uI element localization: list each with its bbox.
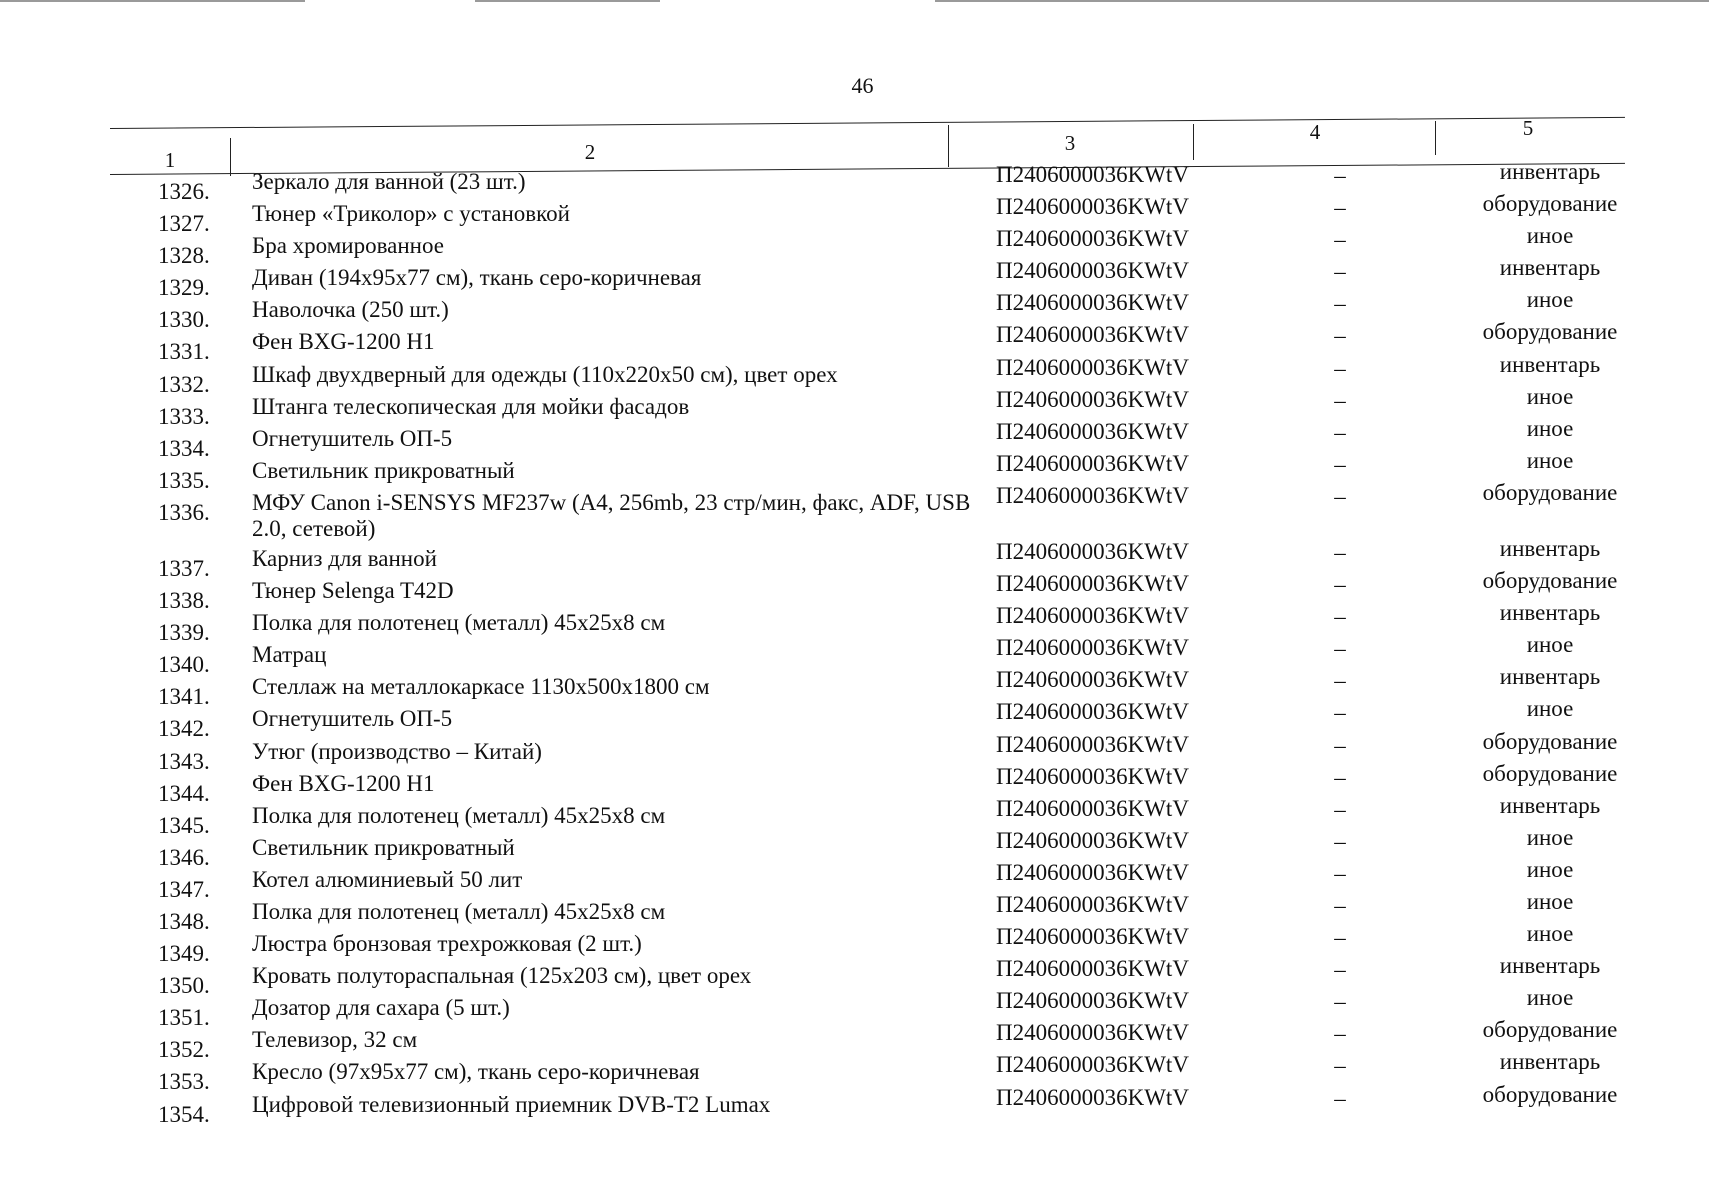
item-code: П2406000036KWtV: [996, 450, 1189, 476]
item-category: оборудование: [1482, 479, 1618, 505]
item-name: Наволочка (250 шт.): [252, 297, 449, 323]
row-number: 1331.: [158, 339, 210, 365]
item-code: П2406000036KWtV: [996, 988, 1189, 1014]
item-category: оборудование: [1482, 191, 1618, 217]
item-code: П2406000036KWtV: [996, 226, 1189, 252]
column-4-value: –: [1334, 604, 1346, 630]
item-name: Светильник прикроватный: [252, 457, 515, 483]
row-number: 1350.: [158, 973, 210, 999]
item-category: оборудование: [1482, 760, 1618, 786]
row-number: 1348.: [158, 908, 210, 934]
item-name: Диван (194x95x77 см), ткань серо-коричневая: [252, 265, 702, 291]
item-code: П2406000036KWtV: [996, 1084, 1189, 1110]
header-divider: [1435, 121, 1436, 155]
header-divider: [948, 125, 949, 167]
column-4-value: –: [1334, 355, 1346, 381]
column-4-value: –: [1334, 1053, 1346, 1079]
item-name: Бра хромированное: [252, 233, 444, 259]
row-number: 1339.: [158, 620, 210, 646]
item-category: инвентарь: [1499, 351, 1601, 377]
column-header-2: 2: [584, 140, 596, 164]
row-number: 1341.: [158, 684, 210, 710]
item-category: иное: [1526, 696, 1574, 722]
item-category: иное: [1526, 415, 1574, 441]
item-name: Огнетушитель ОП-5: [252, 425, 453, 451]
row-number: 1342.: [158, 716, 210, 742]
item-code: П2406000036KWtV: [996, 795, 1189, 821]
header-divider: [1193, 124, 1194, 160]
row-number: 1351.: [158, 1005, 210, 1031]
item-category: инвентарь: [1499, 600, 1601, 626]
item-name: Кровать полутораспальная (125x203 см), цвет орех: [252, 963, 752, 989]
column-4-value: –: [1334, 387, 1346, 413]
item-name: Полка для полотенец (металл) 45x25x8 см: [252, 802, 666, 828]
item-category: иное: [1526, 824, 1574, 850]
item-name: Матрац: [252, 642, 327, 668]
item-category: иное: [1526, 383, 1574, 409]
column-4-value: –: [1334, 291, 1346, 317]
item-code: П2406000036KWtV: [996, 290, 1189, 316]
column-4-value: –: [1334, 925, 1346, 951]
item-name: Полка для полотенец (металл) 45x25x8 см: [252, 610, 666, 636]
column-4-value: –: [1334, 828, 1346, 854]
column-header-1: 1: [164, 148, 176, 172]
column-4-value: –: [1334, 892, 1346, 918]
item-code: П2406000036KWtV: [996, 571, 1189, 597]
column-header-5: 5: [1522, 116, 1534, 140]
row-number: 1352.: [158, 1037, 210, 1063]
item-category: оборудование: [1482, 319, 1618, 345]
item-category: иное: [1526, 223, 1574, 249]
item-category: инвентарь: [1499, 1049, 1601, 1075]
row-number: 1340.: [158, 652, 210, 678]
item-name: Тюнер «Триколор» с установкой: [252, 201, 570, 227]
item-name: МФУ Canon i-SENSYS MF237w (A4, 256mb, 23 стр/мин, факс, ADF, USB 2.0, сетевой): [252, 489, 971, 541]
row-number: 1338.: [158, 588, 210, 614]
item-name: Штанга телескопическая для мойки фасадов: [252, 393, 690, 419]
column-header-3: 3: [1064, 131, 1076, 155]
header-top-border: [110, 117, 1625, 129]
item-code: П2406000036KWtV: [996, 635, 1189, 661]
column-header-4: 4: [1309, 120, 1321, 144]
item-code: П2406000036KWtV: [996, 859, 1189, 885]
column-4-value: –: [1334, 796, 1346, 822]
item-category: иное: [1526, 888, 1574, 914]
item-code: П2406000036KWtV: [996, 322, 1189, 348]
item-code: П2406000036KWtV: [996, 603, 1189, 629]
item-category: иное: [1526, 287, 1574, 313]
item-name: Цифровой телевизионный приемник DVB-T2 Lumax: [252, 1091, 771, 1117]
row-number: 1337.: [158, 555, 210, 581]
row-number: 1349.: [158, 941, 210, 967]
row-number: 1329.: [158, 275, 210, 301]
item-code: П2406000036KWtV: [996, 891, 1189, 917]
item-code: П2406000036KWtV: [996, 731, 1189, 757]
column-4-value: –: [1334, 227, 1346, 253]
item-code: П2406000036KWtV: [996, 1052, 1189, 1078]
item-code: П2406000036KWtV: [996, 763, 1189, 789]
row-number: 1344.: [158, 780, 210, 806]
item-code: П2406000036KWtV: [996, 699, 1189, 725]
row-number: 1353.: [158, 1069, 210, 1095]
item-category: иное: [1526, 985, 1574, 1011]
column-4-value: –: [1334, 1085, 1346, 1111]
item-name: Тюнер Selenga T42D: [252, 578, 454, 604]
column-4-value: –: [1334, 732, 1346, 758]
item-category: иное: [1526, 921, 1574, 947]
row-number: 1354.: [158, 1101, 210, 1127]
row-number: 1345.: [158, 812, 210, 838]
column-4-value: –: [1334, 163, 1346, 188]
row-number: 1335.: [158, 467, 210, 493]
top-edge-mark: [475, 0, 660, 2]
row-number: 1346.: [158, 844, 210, 870]
item-name: Огнетушитель ОП-5: [252, 706, 453, 732]
item-code: П2406000036KWtV: [996, 1020, 1189, 1046]
row-number: 1332.: [158, 371, 210, 397]
item-category: оборудование: [1482, 568, 1618, 594]
item-name: Люстра бронзовая трехрожковая (2 шт.): [252, 931, 642, 957]
item-code: П2406000036KWtV: [996, 827, 1189, 853]
column-4-value: –: [1334, 668, 1346, 694]
item-name: Стеллаж на металлокаркасе 1130x500x1800 см: [252, 674, 710, 700]
column-4-value: –: [1334, 989, 1346, 1015]
column-4-value: –: [1334, 860, 1346, 886]
item-code: П2406000036KWtV: [996, 386, 1189, 412]
item-category: инвентарь: [1499, 255, 1601, 281]
item-code: П2406000036KWtV: [996, 538, 1189, 564]
item-category: иное: [1526, 447, 1574, 473]
item-category: инвентарь: [1499, 664, 1601, 690]
item-category: иное: [1526, 856, 1574, 882]
item-code: П2406000036KWtV: [996, 194, 1189, 220]
column-4-value: –: [1334, 483, 1346, 509]
item-code: П2406000036KWtV: [996, 258, 1189, 284]
top-edge-mark: [935, 0, 1709, 2]
table-body: [0, 159, 1709, 1127]
row-number: 1333.: [158, 403, 210, 429]
item-name: Котел алюминиевый 50 лит: [252, 866, 523, 892]
row-number: 1343.: [158, 748, 210, 774]
item-name: Кресло (97x95x77 см), ткань серо-коричневая: [252, 1059, 700, 1085]
item-category: оборудование: [1482, 1081, 1618, 1107]
item-name: Светильник прикроватный: [252, 834, 515, 860]
item-name: Фен BXG-1200 H1: [252, 770, 435, 796]
top-edge-mark: [0, 0, 305, 2]
row-number: 1327.: [158, 211, 210, 237]
item-name: Телевизор, 32 см: [252, 1027, 418, 1053]
item-name: Шкаф двухдверный для одежды (110x220x50 см), цвет орех: [252, 361, 838, 387]
item-category: инвентарь: [1499, 792, 1601, 818]
item-category: иное: [1526, 632, 1574, 658]
column-4-value: –: [1334, 572, 1346, 598]
row-number: 1326.: [158, 179, 210, 204]
item-code: П2406000036KWtV: [996, 924, 1189, 950]
column-4-value: –: [1334, 957, 1346, 983]
item-code: П2406000036KWtV: [996, 162, 1189, 187]
item-name: Карниз для ванной: [252, 545, 437, 571]
item-category: инвентарь: [1499, 953, 1601, 979]
item-code: П2406000036KWtV: [996, 418, 1189, 444]
row-number: 1328.: [158, 243, 210, 269]
row-number: 1330.: [158, 307, 210, 333]
item-code: П2406000036KWtV: [996, 482, 1189, 508]
page-number: 46: [851, 73, 874, 98]
row-number: 1336.: [158, 499, 210, 525]
column-4-value: –: [1334, 636, 1346, 662]
item-code: П2406000036KWtV: [996, 667, 1189, 693]
item-name: Утюг (производство – Китай): [252, 738, 542, 764]
column-4-value: –: [1334, 539, 1346, 565]
item-name: Полка для полотенец (металл) 45x25x8 см: [252, 898, 666, 924]
item-name: Дозатор для сахара (5 шт.): [252, 995, 510, 1021]
item-category: оборудование: [1482, 728, 1618, 754]
column-4-value: –: [1334, 259, 1346, 285]
column-4-value: –: [1334, 700, 1346, 726]
item-code: П2406000036KWtV: [996, 956, 1189, 982]
item-category: инвентарь: [1499, 159, 1601, 184]
column-4-value: –: [1334, 195, 1346, 221]
column-4-value: –: [1334, 1021, 1346, 1047]
column-4-value: –: [1334, 323, 1346, 349]
item-category: оборудование: [1482, 1017, 1618, 1043]
item-code: П2406000036KWtV: [996, 354, 1189, 380]
column-4-value: –: [1334, 419, 1346, 445]
item-category: инвентарь: [1499, 535, 1601, 561]
item-name: Фен BXG-1200 H1: [252, 329, 435, 355]
column-4-value: –: [1334, 764, 1346, 790]
row-number: 1334.: [158, 435, 210, 461]
item-name: Зеркало для ванной (23 шт.): [252, 169, 526, 194]
row-number: 1347.: [158, 876, 210, 902]
column-4-value: –: [1334, 451, 1346, 477]
